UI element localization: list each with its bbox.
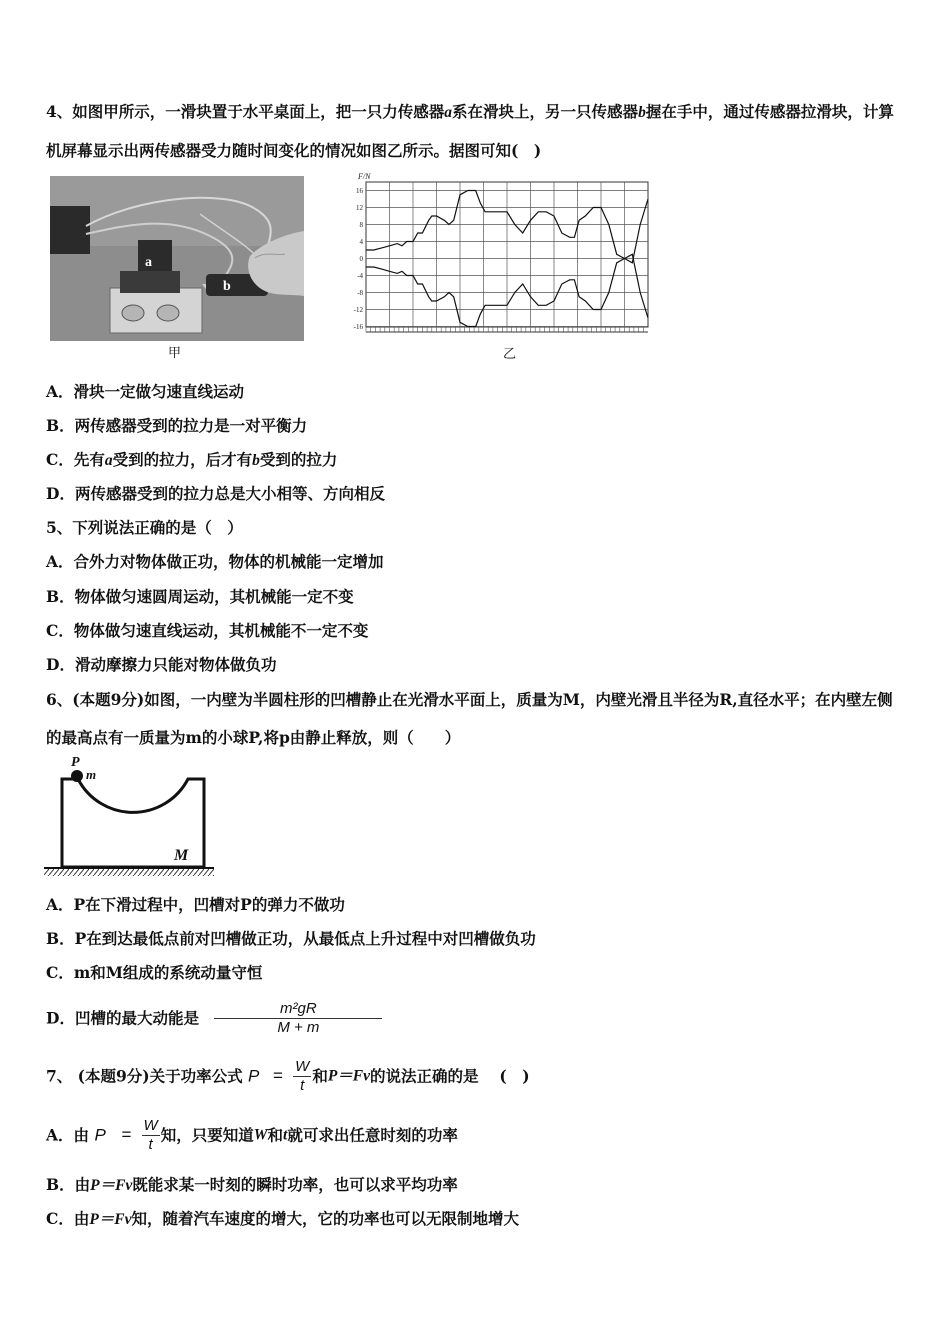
q7-option-b[interactable]: B．由P＝Fv既能求某一时刻的瞬时功率，也可以求平均功率 — [46, 1175, 458, 1194]
q5-option-b[interactable]: B．物体做匀速圆周运动，其机械能一定不变 — [46, 587, 354, 606]
q5-option-d[interactable]: D．滑动摩擦力只能对物体做负功 — [46, 655, 277, 674]
q5-option-a[interactable]: A．合外力对物体做正功，物体的机械能一定增加 — [46, 552, 384, 571]
chart-tick-label: -8 — [357, 289, 363, 297]
chart-tick-label: -16 — [353, 323, 363, 331]
photo-label-a: a — [145, 255, 152, 270]
q4-option-d[interactable]: D．两传感器受到的拉力总是大小相等、方向相反 — [46, 484, 385, 503]
chart-tick-label: -4 — [357, 272, 363, 280]
caption-jia: 甲 — [168, 346, 182, 361]
q7-option-c[interactable]: C．由P＝Fv知，随着汽车速度的增大，它的功率也可以无限制地增大 — [46, 1209, 520, 1228]
label-m: m — [86, 767, 97, 782]
chart-tick-label: 8 — [359, 221, 363, 229]
q6-option-b[interactable]: B．P在到达最低点前对凹槽做正功，从最低点上升过程中对凹槽做负功 — [46, 929, 536, 948]
groove-diagram — [44, 755, 214, 880]
chart-tick-label: 4 — [359, 238, 363, 246]
q4-option-c[interactable]: C．先有a受到的拉力，后才有b受到的拉力 — [46, 450, 338, 469]
label-P: P — [71, 755, 80, 770]
q5-option-c[interactable]: C．物体做匀速直线运动，其机械能不一定不变 — [46, 621, 369, 640]
force-time-chart — [340, 170, 656, 342]
chart-tick-label: 12 — [356, 204, 363, 212]
q6-stem: 6、(本题9分)如图，一内壁为半圆柱形的凹槽静止在光滑水平面上，质量为M，内壁光滑且半径为R,直径水平；在内壁左侧的最高点有一质量为m的小球P,将p由静止释放，则（ ） — [46, 690, 893, 747]
caption-yi: 乙 — [503, 347, 517, 362]
chart-tick-label: -12 — [353, 306, 363, 314]
power-formula-a: $\frac{W}{t}$ — [143, 1117, 158, 1153]
q6-option-a[interactable]: A．P在下滑过程中，凹槽对P的弹力不做功 — [46, 895, 345, 914]
q5-stem: 5、下列说法正确的是（ ） — [46, 518, 243, 537]
q4-option-b[interactable]: B．两传感器受到的拉力是一对平衡力 — [46, 416, 308, 435]
photo-label-b: b — [223, 279, 231, 294]
apparatus-photo — [50, 176, 304, 341]
q6-option-c[interactable]: C．m和M组成的系统动量守恒 — [46, 963, 263, 982]
chart-tick-label: 16 — [356, 187, 363, 195]
chart-ylabel: F/N — [358, 172, 371, 181]
q6-option-d[interactable]: D．凹槽的最大动能是 $\frac{\text{m²gR}}{M + m}$ — [46, 1000, 906, 1037]
label-M: M — [174, 847, 189, 864]
q4-option-a[interactable]: A．滑块一定做匀速直线运动 — [46, 382, 245, 401]
q7-stem: 7、 (本题9分)关于功率公式 P = $\frac{W}{t}$ 和P＝Fv的说法正确的是 ( ) — [46, 1058, 530, 1094]
q7-option-a[interactable]: A．由 P = $\frac{W}{t}$ 知，只要知道W和t就可求出任意时刻的功率 — [46, 1117, 458, 1153]
power-formula: $\frac{W}{t}$ — [295, 1058, 310, 1094]
chart-tick-label: 0 — [359, 255, 363, 263]
q4-stem: 4、如图甲所示，一滑块置于水平桌面上，把一只力传感器a系在滑块上，另一只传感器b握在手中，通过传感器拉滑块，计算机屏幕显示出两传感器受力随时间变化的情况如图乙所示。据图可知( ) — [46, 102, 894, 160]
max-ke-formula: $\frac{\text{m²gR}}{M + m}$ — [214, 1000, 382, 1037]
